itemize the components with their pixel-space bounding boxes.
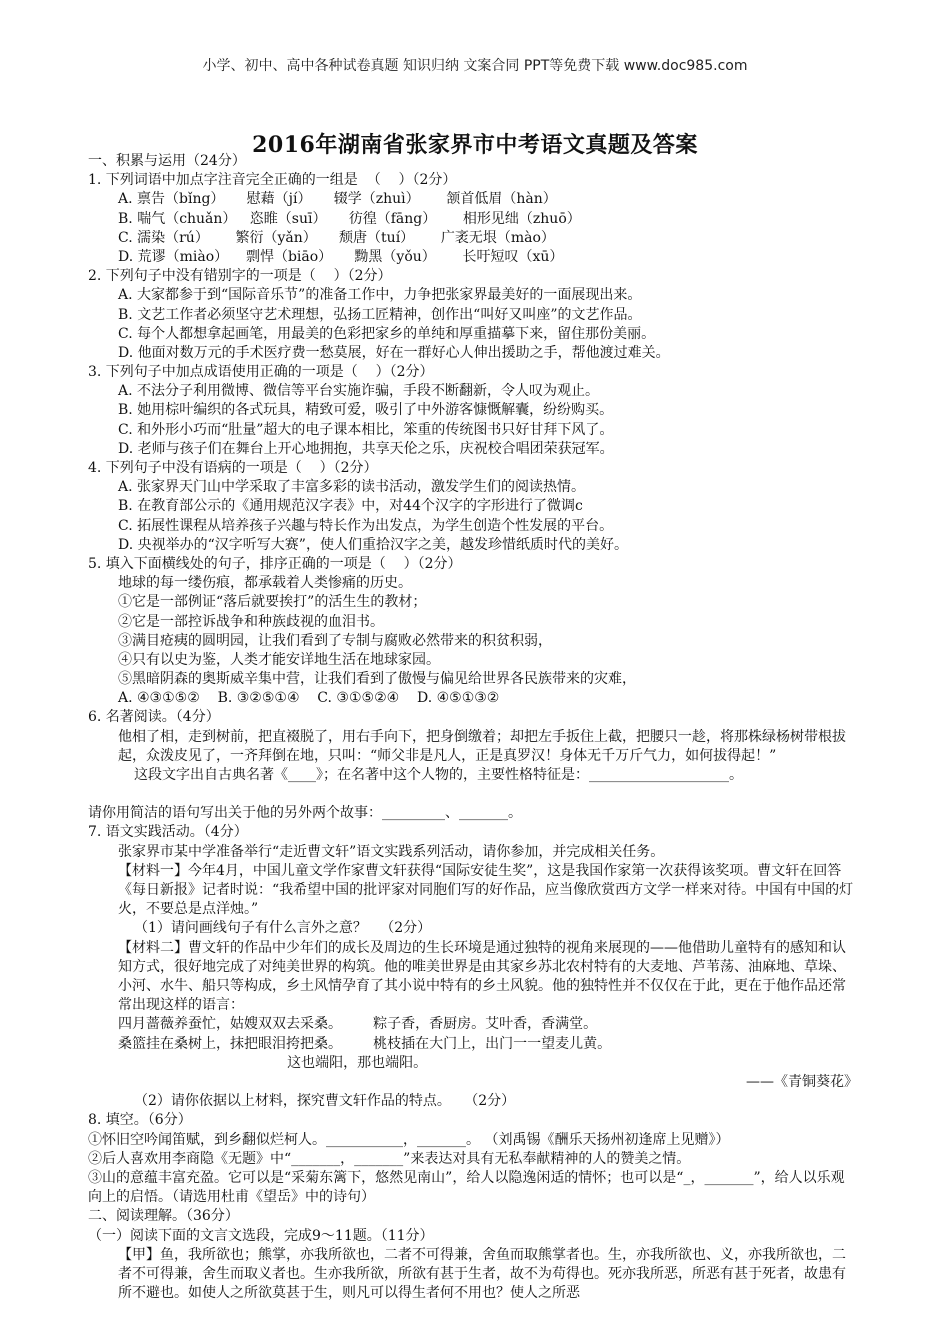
document-title: 2016年湖南省张家界市中考语文真题及答案 xyxy=(252,132,698,158)
text-line: C. 濡染（rú） 繁衍（yǎn） 颓唐（tuí） 广袤无垠（mào） xyxy=(118,229,555,246)
text-line: ③满目疮痍的圆明园，让我们看到了专制与腐败必然带来的积贫积弱， xyxy=(118,632,552,649)
text-line: B. 文艺工作者必须坚守艺术理想，弘扬工匠精神，创作出“叫好又叫座”的文艺作品。 xyxy=(118,306,642,323)
text-line xyxy=(88,785,858,804)
text-line: 【材料二】曹文轩的作品中少年们的成长及周边的生长环境是通过独特的视角来展现的——他借助儿童特有的感知和认知方式，很好地完成了对纯美世界的构筑。他的唯美世界是由其家乡苏北农村特有的大麦地、芦苇荡、油麻地、草垛、小河、水牛、船只等构成，乡土风情孕育了其小说中特有的乡土风貌。他的独特性并不仅仅在于此，更在于他作品还常常出现这样的语言： xyxy=(118,939,846,1014)
text-line: 8. 填空。（6分） xyxy=(88,1112,192,1129)
text-line: ——《青铜葵花》 xyxy=(746,1073,858,1090)
text-line: 请你用简洁的语句写出关于他的另外两个故事：_________、_______。 xyxy=(88,805,522,822)
text-line: C. 每个人都想拿起画笔，用最美的色彩把家乡的单纯和厚重描摹下来，留住那份美丽。 xyxy=(118,325,656,342)
text-line: D. 央视举办的“汉字听写大赛”，使人们重拾汉字之美，越发珍惜纸质时代的美好。 xyxy=(118,536,628,553)
text-line: 地球的每一缕伤痕，都承载着人类惨痛的历史。 xyxy=(118,575,412,592)
text-line: D. 他面对数万元的手术医疗费一愁莫展，好在一群好心人伸出援助之手，帮他渡过难关。 xyxy=(118,344,670,361)
text-line: B. 喘气（chuǎn） 恣睢（suī） 彷徨（fāng） 相形见绌（zhuō） xyxy=(118,210,581,227)
text-line: B. 她用棕叶编织的各式玩具，精致可爱，吸引了中外游客慷慨解囊，纷纷购买。 xyxy=(118,402,614,419)
text-line: 这段文字出自古典名著《____》；在名著中这个人物的，主要性格特征是：____________________。 xyxy=(134,767,743,784)
text-line: 1. 下列词语中加点字注音完全正确的一组是 （ ）（2分） xyxy=(88,172,457,189)
text-line: ③山的意蕴丰富充盈。它可以是“采菊东篱下，悠然见南山”，给人以隐逸闲适的情怀；也可以是“_，_______”，给人以乐观向上的启悟。（请选用杜甫《望岳》中的诗句） xyxy=(88,1169,845,1206)
text-line: ②它是一部控诉战争和种族歧视的血泪书。 xyxy=(118,613,384,630)
text-line: 【甲】鱼，我所欲也；熊掌，亦我所欲也，二者不可得兼，舍鱼而取熊掌者也。生，亦我所欲也、义，亦我所欲也，二者不可得兼，舍生而取义者也。生亦我所欲，所欲有甚于生者，故不为苟得也。死亦我所恶，所恶有甚于死者，故患有所不避也。如使人之所欲莫甚于生，则凡可以得生者何不用也？使人之所恶 xyxy=(118,1246,846,1302)
text-line: A. 不法分子利用微博、微信等平台实施诈骗，手段不断翻新，令人叹为观止。 xyxy=(118,383,600,400)
text-line: ①它是一部例证“落后就要挨打”的活生生的教材； xyxy=(118,594,427,611)
text-line: ⑤黑暗阴森的奥斯威辛集中营，让我们看到了傲慢与偏见给世界各民族带来的灾难， xyxy=(118,671,636,688)
text-line: 桑篮挂在桑树上，抹把眼泪挎把桑。 桃枝插在大门上，出门一一望麦儿黄。 xyxy=(118,1035,612,1052)
site-header: 小学、初中、高中各种试卷真题 知识归纳 文案合同 PPT等免费下载 www.doc985.com xyxy=(202,58,748,74)
text-line: （1）请问画线句子有什么言外之意？ （2分） xyxy=(134,920,432,937)
text-line: A. 张家界天门山中学采取了丰富多彩的读书活动，激发学生们的阅读热情。 xyxy=(118,479,586,496)
text-line: 二、阅读理解。（36分） xyxy=(88,1208,239,1225)
text-line: A. ④③①⑤② B. ③②⑤①④ C. ③①⑤②④ D. ④⑤①③② xyxy=(118,690,500,707)
text-line: ②后人喜欢用李商隐《无题》中“_______，_______”来表达对具有无私奉献精神的人的赞美之情。 xyxy=(88,1150,691,1167)
text-line: 张家界市某中学准备举行“走近曹文轩”语文实践系列活动，请你参加，并完成相关任务。 xyxy=(118,843,665,860)
text-line: C. 和外形小巧而“肚量”超大的电子课本相比，笨重的传统图书只好甘拜下风了。 xyxy=(118,421,614,438)
text-line: 4. 下列句子中没有语病的一项是（ ）（2分） xyxy=(88,460,378,476)
exam-body xyxy=(88,152,858,1303)
text-line: （一）阅读下面的文言文选段，完成9～11题。（11分） xyxy=(88,1227,434,1244)
text-line: （2）请你依据以上材料，探究曹文轩作品的特点。 （2分） xyxy=(134,1093,516,1110)
text-line: 5. 填入下面横线处的句子，排序正确的一项是（ ）（2分） xyxy=(88,555,462,572)
text-line: ④只有以史为鉴，人类才能安详地生活在地球家园。 xyxy=(118,651,440,668)
text-line: D. 荒谬（miào） 剽悍（biāo） 黝黑（yǒu） 长吁短叹（xū） xyxy=(118,248,564,265)
text-line: 【材料一】今年4月，中国儿童文学作家曹文轩获得“国际安徒生奖”，这是我国作家第一次获得该奖项。曹文轩在回答《每日新报》记者时说：“我希望中国的批评家对同胞们写的好作品，应当像欣赏西方文学一样来对待。中国有中国的灯火，不要总是点洋烛。” xyxy=(118,862,854,918)
text-line: C. 拓展性课程从培养孩子兴趣与特长作为出发点，为学生创造个性发展的平台。 xyxy=(118,517,614,534)
text-line: 一、积累与运用（24分） xyxy=(88,153,246,169)
text-line: A. 禀告（bǐng） 慰藉（jí） 辍学（zhuì） 颔首低眉（hàn） xyxy=(118,191,557,208)
text-line: 3. 下列句子中加点成语使用正确的一项是（ ）（2分） xyxy=(88,364,434,381)
text-line: B. 在教育部公示的《通用规范汉字表》中，对44个汉字的字形进行了微调c xyxy=(118,498,583,515)
text-line: 2. 下列句子中没有错别字的一项是（ ）（2分） xyxy=(88,268,392,285)
text-line: 6. 名著阅读。（4分） xyxy=(88,709,220,726)
text-line: 这也端阳，那也端阳。 xyxy=(118,1054,428,1071)
text-line: 7. 语文实践活动。（4分） xyxy=(88,824,248,841)
text-line: 四月蔷薇养蚕忙，姑嫂双双去采桑。 粽子香，香厨房。艾叶香，香满堂。 xyxy=(118,1016,598,1033)
text-line: 他相了相，走到树前，把直裰脱了，用右手向下，把身倒缴着；却把左手扳住上截，把腰只一趁，将那株绿杨树带根拔起，众泼皮见了，一齐拜倒在地，只叫：“师父非是凡人，正是真罗汉！身体无千万斤气力，如何拔得起！” xyxy=(118,728,846,764)
text-line: ①怀旧空吟闻笛赋，到乡翻似烂柯人。___________，_______。 （刘禹锡《酬乐天扬州初逢席上见赠》） xyxy=(88,1131,730,1148)
text-line: D. 老师与孩子们在舞台上开心地拥抱，共享天伦之乐，庆祝校合唱团荣获冠军。 xyxy=(118,440,614,457)
text-line: A. 大家都参于到“国际音乐节”的准备工作中，力争把张家界最美好的一面展现出来。 xyxy=(118,287,642,304)
